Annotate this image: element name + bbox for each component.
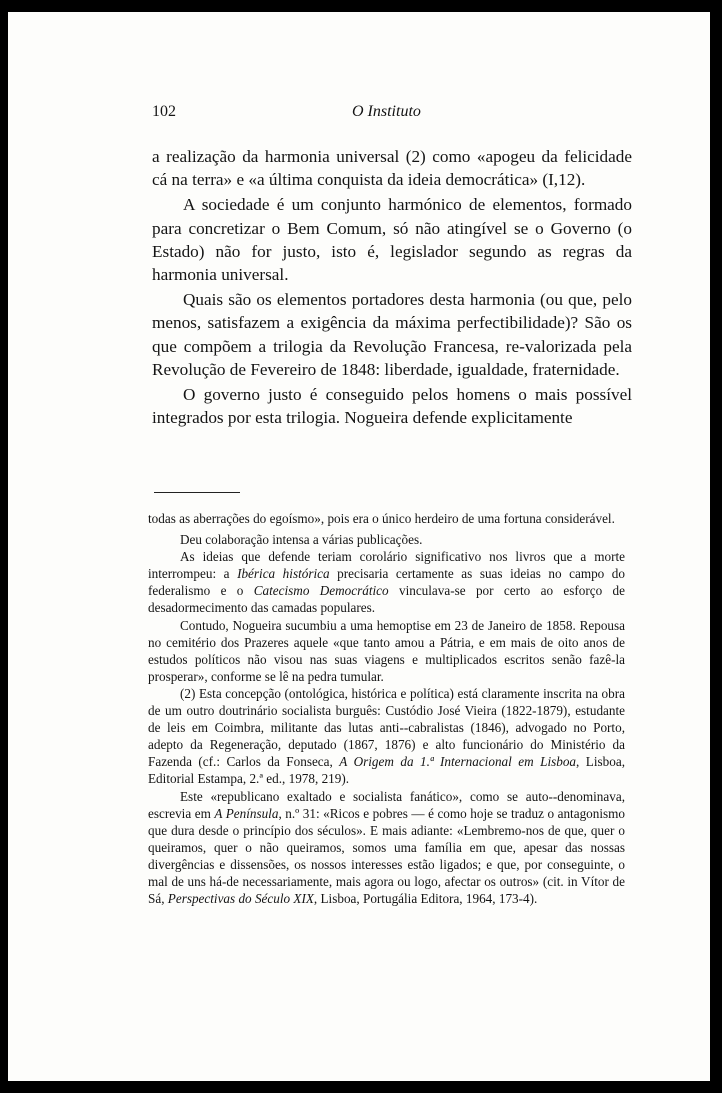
footnote-text: , Lisboa, Editorial Estampa, 2.ª ed., 1978, 219). [148,754,625,787]
footnote-text: , Lisboa, Portugália Editora, 1964, 173-4). [313,891,538,907]
footnote-divider [154,492,240,493]
book-title: Ibérica histórica [237,566,330,582]
footnote-paragraph: todas as aberrações do egoísmo», pois era o único herdeiro de uma fortuna considerável. [148,511,615,526]
footnote-paragraph [148,685,625,788]
footnote-text: vinculava-se por certo ao esforço de desadormecimento das camadas populares. [148,583,625,616]
body-paragraph: A sociedade é um conjunto harmónico de elementos, formado para concretizar o Bem Comum, só não atingível se o Governo (o Estado) não for justo, isto é, legislador segundo as regras da harmonia universal. [152,195,632,285]
book-title: Catecismo Democrático [253,583,389,599]
footnote-paragraph [148,548,625,616]
journal-title: O Instituto [352,103,421,120]
book-title: A Origem da 1.ª Internacional em Lisboa [339,754,577,770]
footnote-paragraph: Contudo, Nogueira sucumbiu a uma hemoptise em 23 de Janeiro de 1858. Repousa no cemitério dos Prazeres aquele «que tanto amou a Pátria, e em mais de oito anos de estudos políticos não visou nas suas viagens e multiplicados escritos senão fazê-la prosperar», conforme se lê na pedra tumular. [148,617,625,684]
book-title: Perspectivas do Século XIX [167,891,314,907]
footnote-text: As ideias que defende teriam corolário significativo nos livros que a morte interrompeu: a [148,549,625,582]
footnote-paragraph [148,788,625,908]
footnote-text: (2) Esta concepção (ontológica, histórica e política) está claramente inscrita na obra de um outro doutrinário socialista burguês: Custódio José Vieira (1822-1879), estudante de leis em Coimbra, militante das lutas anti--cabralistas (1846), advogado no Porto, adepto da Regeneração, deputado (1867, 1876) e alto funcionário do Ministério da Fazenda (cf.: Carlos da Fonseca, [148,685,625,770]
footnote-text: , n.º 31: «Ricos e pobres — é como hoje se traduz o antagonismo que dura desde o princípio dos séculos». E mais adiante: «Lembremo-nos de que, quer o queiramos, quer o não queiramos, somos uma família em que, apesar das nossas divergências e dissensões, os nossos interesses estão ligados; e que, por conseguinte, o mal de uns há-de necessariamente, mais agora ou logo, afectar os outros» (cit. in Vítor de Sá, [148,805,625,907]
body-paragraph: a realização da harmonia universal (2) como «apogeu da felicidade cá na terra» e «a última conquista da ideia democrática» (I,12). [152,147,632,190]
periodical-title: A Península [214,805,279,821]
page-number: 102 [152,103,176,120]
footnote-paragraph: Deu colaboração intensa a várias publicações. [180,532,423,548]
page [8,12,710,1081]
body-paragraph: Quais são os elementos portadores desta harmonia (ou que, pelo menos, satisfazem a exigência da máxima perfectibilidade)? São os que compõem a trilogia da Revolução Francesa, re-valorizada pela Revolução de Fevereiro de 1848: liberdade, igualdade, fraternidade. [152,290,632,379]
footnote-text: Este «republicano exaltado e socialista fanático», como se auto--denominava, escrevia em [148,788,625,821]
body-paragraph: O governo justo é conseguido pelos homens o mais possível integrados por esta trilogia. Nogueira defende explicitamente [152,385,632,428]
footnotes [148,510,625,907]
footnote-text: precisaria certamente as suas ideias no campo do federalismo e o [148,566,625,599]
body-text [152,145,632,429]
